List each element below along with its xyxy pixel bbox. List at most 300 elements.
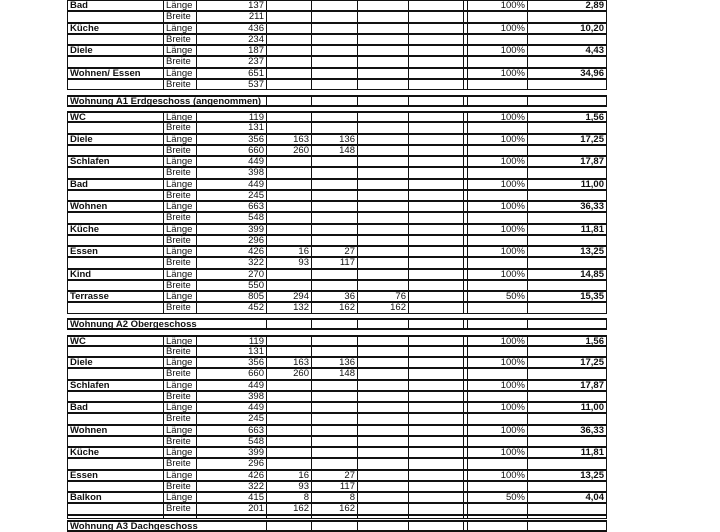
room-name-cell[interactable]: Kind xyxy=(67,269,163,280)
measure-value-cell[interactable]: 399 xyxy=(196,224,266,235)
dimension-label-cell[interactable]: Länge xyxy=(163,134,196,145)
empty-cell[interactable] xyxy=(408,357,463,368)
measure-value-cell[interactable] xyxy=(311,23,357,34)
empty-cell[interactable] xyxy=(67,56,163,67)
measure-value-cell[interactable]: 131 xyxy=(196,122,266,133)
empty-cell[interactable] xyxy=(527,346,607,357)
measure-value-cell[interactable] xyxy=(357,357,408,368)
dimension-label-cell[interactable]: Breite xyxy=(163,458,196,469)
empty-cell[interactable] xyxy=(408,79,463,90)
percentage-cell[interactable]: 100% xyxy=(467,380,527,391)
area-cell[interactable]: 15,35 xyxy=(527,291,607,302)
empty-cell[interactable] xyxy=(527,280,607,291)
measure-value-cell[interactable]: 260 xyxy=(266,368,311,379)
measure-value-cell[interactable]: 452 xyxy=(196,302,266,313)
measure-value-cell[interactable]: 296 xyxy=(196,235,266,246)
measure-value-cell[interactable] xyxy=(357,413,408,424)
empty-cell[interactable] xyxy=(527,318,607,330)
measure-value-cell[interactable] xyxy=(357,156,408,167)
empty-cell[interactable] xyxy=(311,95,357,107)
empty-cell[interactable] xyxy=(408,458,463,469)
measure-value-cell[interactable] xyxy=(266,212,311,223)
empty-cell[interactable] xyxy=(527,145,607,156)
measure-value-cell[interactable] xyxy=(357,201,408,212)
empty-cell[interactable] xyxy=(408,95,463,107)
measure-value-cell[interactable] xyxy=(311,235,357,246)
dimension-label-cell[interactable]: Länge xyxy=(163,68,196,79)
dimension-label-cell[interactable]: Länge xyxy=(163,156,196,167)
empty-cell[interactable] xyxy=(408,318,463,330)
area-cell[interactable]: 2,89 xyxy=(527,0,607,11)
measure-value-cell[interactable] xyxy=(266,269,311,280)
dimension-label-cell[interactable]: Breite xyxy=(163,481,196,492)
empty-cell[interactable] xyxy=(67,346,163,357)
measure-value-cell[interactable]: 119 xyxy=(196,111,266,122)
section-title[interactable]: Wohnung A3 Dachgeschoss xyxy=(67,520,266,532)
empty-cell[interactable] xyxy=(408,246,463,257)
percentage-cell[interactable]: 100% xyxy=(467,224,527,235)
measure-value-cell[interactable] xyxy=(311,212,357,223)
dimension-label-cell[interactable]: Länge xyxy=(163,470,196,481)
dimension-label-cell[interactable]: Breite xyxy=(163,212,196,223)
dimension-label-cell[interactable]: Breite xyxy=(163,235,196,246)
empty-cell[interactable] xyxy=(527,11,607,22)
measure-value-cell[interactable] xyxy=(357,492,408,503)
empty-cell[interactable] xyxy=(527,436,607,447)
empty-cell[interactable] xyxy=(408,368,463,379)
empty-cell[interactable] xyxy=(408,111,463,122)
measure-value-cell[interactable] xyxy=(266,280,311,291)
empty-cell[interactable] xyxy=(357,520,408,532)
empty-cell[interactable] xyxy=(467,190,527,201)
area-cell[interactable]: 17,87 xyxy=(527,156,607,167)
empty-cell[interactable] xyxy=(408,291,463,302)
empty-cell[interactable] xyxy=(467,167,527,178)
area-cell[interactable]: 11,81 xyxy=(527,224,607,235)
area-cell[interactable]: 11,81 xyxy=(527,447,607,458)
measure-value-cell[interactable] xyxy=(357,122,408,133)
measure-value-cell[interactable] xyxy=(357,111,408,122)
measure-value-cell[interactable]: 162 xyxy=(311,302,357,313)
area-cell[interactable]: 17,25 xyxy=(527,357,607,368)
percentage-cell[interactable]: 50% xyxy=(467,492,527,503)
empty-cell[interactable] xyxy=(467,56,527,67)
measure-value-cell[interactable]: 117 xyxy=(311,257,357,268)
dimension-label-cell[interactable]: Länge xyxy=(163,0,196,11)
measure-value-cell[interactable] xyxy=(266,190,311,201)
area-cell[interactable]: 13,25 xyxy=(527,246,607,257)
measure-value-cell[interactable]: 131 xyxy=(196,346,266,357)
dimension-label-cell[interactable]: Länge xyxy=(163,224,196,235)
measure-value-cell[interactable]: 162 xyxy=(266,503,311,514)
measure-value-cell[interactable] xyxy=(266,111,311,122)
measure-value-cell[interactable] xyxy=(311,458,357,469)
empty-cell[interactable] xyxy=(467,212,527,223)
room-name-cell[interactable]: Essen xyxy=(67,246,163,257)
measure-value-cell[interactable] xyxy=(357,167,408,178)
measure-value-cell[interactable] xyxy=(311,167,357,178)
measure-value-cell[interactable]: 449 xyxy=(196,179,266,190)
empty-cell[interactable] xyxy=(67,391,163,402)
dimension-label-cell[interactable]: Länge xyxy=(163,269,196,280)
empty-cell[interactable] xyxy=(408,413,463,424)
measure-value-cell[interactable] xyxy=(357,11,408,22)
area-cell[interactable]: 34,96 xyxy=(527,68,607,79)
measure-value-cell[interactable] xyxy=(266,413,311,424)
room-name-cell[interactable]: Bad xyxy=(67,179,163,190)
empty-cell[interactable] xyxy=(408,0,463,11)
measure-value-cell[interactable] xyxy=(266,34,311,45)
empty-cell[interactable] xyxy=(408,447,463,458)
empty-cell[interactable] xyxy=(408,201,463,212)
percentage-cell[interactable]: 100% xyxy=(467,357,527,368)
area-cell[interactable]: 36,33 xyxy=(527,201,607,212)
empty-cell[interactable] xyxy=(467,79,527,90)
empty-cell[interactable] xyxy=(467,436,527,447)
measure-value-cell[interactable]: 548 xyxy=(196,436,266,447)
dimension-label-cell[interactable]: Länge xyxy=(163,291,196,302)
empty-cell[interactable] xyxy=(67,280,163,291)
room-name-cell[interactable]: Küche xyxy=(67,23,163,34)
measure-value-cell[interactable]: 201 xyxy=(196,503,266,514)
area-cell[interactable]: 17,87 xyxy=(527,380,607,391)
empty-cell[interactable] xyxy=(408,179,463,190)
empty-cell[interactable] xyxy=(467,481,527,492)
measure-value-cell[interactable] xyxy=(357,235,408,246)
area-cell[interactable]: 36,33 xyxy=(527,425,607,436)
room-name-cell[interactable]: Küche xyxy=(67,224,163,235)
measure-value-cell[interactable]: 660 xyxy=(196,145,266,156)
measure-value-cell[interactable] xyxy=(311,269,357,280)
empty-cell[interactable] xyxy=(67,79,163,90)
measure-value-cell[interactable] xyxy=(311,34,357,45)
measure-value-cell[interactable] xyxy=(311,335,357,346)
measure-value-cell[interactable]: 27 xyxy=(311,470,357,481)
measure-value-cell[interactable] xyxy=(266,68,311,79)
percentage-cell[interactable]: 100% xyxy=(467,335,527,346)
area-cell[interactable]: 11,00 xyxy=(527,402,607,413)
empty-cell[interactable] xyxy=(467,235,527,246)
measure-value-cell[interactable] xyxy=(357,56,408,67)
percentage-cell[interactable]: 100% xyxy=(467,246,527,257)
dimension-label-cell[interactable]: Breite xyxy=(163,391,196,402)
empty-cell[interactable] xyxy=(527,212,607,223)
dimension-label-cell[interactable]: Breite xyxy=(163,122,196,133)
empty-cell[interactable] xyxy=(408,346,463,357)
empty-cell[interactable] xyxy=(527,95,607,107)
dimension-label-cell[interactable]: Länge xyxy=(163,335,196,346)
empty-cell[interactable] xyxy=(467,34,527,45)
empty-cell[interactable] xyxy=(527,503,607,514)
area-cell[interactable]: 4,43 xyxy=(527,45,607,56)
measure-value-cell[interactable] xyxy=(266,380,311,391)
measure-value-cell[interactable] xyxy=(357,481,408,492)
empty-cell[interactable] xyxy=(67,145,163,156)
measure-value-cell[interactable] xyxy=(311,68,357,79)
measure-value-cell[interactable]: 148 xyxy=(311,145,357,156)
measure-value-cell[interactable]: 245 xyxy=(196,413,266,424)
measure-value-cell[interactable]: 16 xyxy=(266,470,311,481)
dimension-label-cell[interactable]: Länge xyxy=(163,357,196,368)
empty-cell[interactable] xyxy=(467,346,527,357)
measure-value-cell[interactable] xyxy=(357,224,408,235)
room-name-cell[interactable]: Essen xyxy=(67,470,163,481)
dimension-label-cell[interactable]: Breite xyxy=(163,436,196,447)
empty-cell[interactable] xyxy=(408,235,463,246)
measure-value-cell[interactable] xyxy=(357,425,408,436)
area-cell[interactable]: 10,20 xyxy=(527,23,607,34)
empty-cell[interactable] xyxy=(527,257,607,268)
empty-cell[interactable] xyxy=(408,190,463,201)
measure-value-cell[interactable] xyxy=(266,56,311,67)
room-name-cell[interactable]: Bad xyxy=(67,0,163,11)
measure-value-cell[interactable]: 260 xyxy=(266,145,311,156)
measure-value-cell[interactable]: 296 xyxy=(196,458,266,469)
measure-value-cell[interactable]: 805 xyxy=(196,291,266,302)
measure-value-cell[interactable] xyxy=(266,235,311,246)
dimension-label-cell[interactable]: Breite xyxy=(163,11,196,22)
room-name-cell[interactable]: Schlafen xyxy=(67,380,163,391)
empty-cell[interactable] xyxy=(467,122,527,133)
dimension-label-cell[interactable]: Länge xyxy=(163,179,196,190)
measure-value-cell[interactable]: 136 xyxy=(311,357,357,368)
empty-cell[interactable] xyxy=(527,190,607,201)
percentage-cell[interactable]: 50% xyxy=(467,291,527,302)
measure-value-cell[interactable]: 76 xyxy=(357,291,408,302)
empty-cell[interactable] xyxy=(527,167,607,178)
empty-cell[interactable] xyxy=(67,212,163,223)
empty-cell[interactable] xyxy=(467,257,527,268)
measure-value-cell[interactable]: 449 xyxy=(196,380,266,391)
empty-cell[interactable] xyxy=(467,318,527,330)
measure-value-cell[interactable] xyxy=(311,201,357,212)
empty-cell[interactable] xyxy=(408,425,463,436)
empty-cell[interactable] xyxy=(408,45,463,56)
measure-value-cell[interactable] xyxy=(266,335,311,346)
room-name-cell[interactable]: Bad xyxy=(67,402,163,413)
empty-cell[interactable] xyxy=(527,302,607,313)
measure-value-cell[interactable] xyxy=(357,68,408,79)
percentage-cell[interactable]: 100% xyxy=(467,402,527,413)
measure-value-cell[interactable]: 27 xyxy=(311,246,357,257)
empty-cell[interactable] xyxy=(67,302,163,313)
empty-cell[interactable] xyxy=(67,235,163,246)
measure-value-cell[interactable] xyxy=(357,246,408,257)
percentage-cell[interactable]: 100% xyxy=(467,68,527,79)
percentage-cell[interactable]: 100% xyxy=(467,201,527,212)
measure-value-cell[interactable] xyxy=(357,179,408,190)
measure-value-cell[interactable]: 211 xyxy=(196,11,266,22)
measure-value-cell[interactable]: 245 xyxy=(196,190,266,201)
measure-value-cell[interactable] xyxy=(266,402,311,413)
measure-value-cell[interactable] xyxy=(357,79,408,90)
measure-value-cell[interactable] xyxy=(266,122,311,133)
measure-value-cell[interactable]: 398 xyxy=(196,391,266,402)
measure-value-cell[interactable]: 93 xyxy=(266,481,311,492)
dimension-label-cell[interactable]: Breite xyxy=(163,167,196,178)
measure-value-cell[interactable]: 436 xyxy=(196,23,266,34)
empty-cell[interactable] xyxy=(467,11,527,22)
dimension-label-cell[interactable]: Länge xyxy=(163,45,196,56)
percentage-cell[interactable]: 100% xyxy=(467,23,527,34)
measure-value-cell[interactable]: 119 xyxy=(196,335,266,346)
measure-value-cell[interactable]: 36 xyxy=(311,291,357,302)
percentage-cell[interactable]: 100% xyxy=(467,179,527,190)
dimension-label-cell[interactable]: Breite xyxy=(163,280,196,291)
empty-cell[interactable] xyxy=(408,56,463,67)
room-name-cell[interactable]: Diele xyxy=(67,134,163,145)
measure-value-cell[interactable] xyxy=(311,122,357,133)
measure-value-cell[interactable] xyxy=(311,111,357,122)
empty-cell[interactable] xyxy=(408,156,463,167)
empty-cell[interactable] xyxy=(357,318,408,330)
empty-cell[interactable] xyxy=(311,520,357,532)
measure-value-cell[interactable]: 237 xyxy=(196,56,266,67)
measure-value-cell[interactable]: 117 xyxy=(311,481,357,492)
empty-cell[interactable] xyxy=(467,145,527,156)
measure-value-cell[interactable] xyxy=(311,436,357,447)
section-title[interactable]: Wohnung A2 Obergeschoss xyxy=(67,318,266,330)
measure-value-cell[interactable]: 550 xyxy=(196,280,266,291)
empty-cell[interactable] xyxy=(408,23,463,34)
measure-value-cell[interactable] xyxy=(266,447,311,458)
measure-value-cell[interactable] xyxy=(311,0,357,11)
room-name-cell[interactable]: Wohnen xyxy=(67,425,163,436)
measure-value-cell[interactable]: 294 xyxy=(266,291,311,302)
dimension-label-cell[interactable]: Breite xyxy=(163,346,196,357)
percentage-cell[interactable]: 100% xyxy=(467,156,527,167)
empty-cell[interactable] xyxy=(467,280,527,291)
measure-value-cell[interactable] xyxy=(357,368,408,379)
empty-cell[interactable] xyxy=(527,122,607,133)
empty-cell[interactable] xyxy=(408,167,463,178)
empty-cell[interactable] xyxy=(408,11,463,22)
measure-value-cell[interactable] xyxy=(357,269,408,280)
measure-value-cell[interactable]: 651 xyxy=(196,68,266,79)
measure-value-cell[interactable] xyxy=(311,413,357,424)
section-title[interactable]: Wohnung A1 Erdgeschoss (angenommen) xyxy=(67,95,266,107)
dimension-label-cell[interactable]: Länge xyxy=(163,201,196,212)
measure-value-cell[interactable] xyxy=(266,11,311,22)
measure-value-cell[interactable] xyxy=(266,201,311,212)
empty-cell[interactable] xyxy=(408,302,463,313)
dimension-label-cell[interactable]: Länge xyxy=(163,23,196,34)
measure-value-cell[interactable]: 548 xyxy=(196,212,266,223)
measure-value-cell[interactable] xyxy=(357,280,408,291)
area-cell[interactable]: 1,56 xyxy=(527,111,607,122)
room-name-cell[interactable]: Diele xyxy=(67,357,163,368)
dimension-label-cell[interactable]: Länge xyxy=(163,246,196,257)
empty-cell[interactable] xyxy=(467,391,527,402)
empty-cell[interactable] xyxy=(527,34,607,45)
empty-cell[interactable] xyxy=(408,520,463,532)
measure-value-cell[interactable] xyxy=(311,11,357,22)
measure-value-cell[interactable]: 449 xyxy=(196,156,266,167)
measure-value-cell[interactable] xyxy=(266,458,311,469)
measure-value-cell[interactable] xyxy=(357,190,408,201)
empty-cell[interactable] xyxy=(311,318,357,330)
empty-cell[interactable] xyxy=(527,520,607,532)
empty-cell[interactable] xyxy=(408,68,463,79)
dimension-label-cell[interactable]: Breite xyxy=(163,257,196,268)
measure-value-cell[interactable] xyxy=(357,145,408,156)
measure-value-cell[interactable] xyxy=(311,402,357,413)
measure-value-cell[interactable] xyxy=(311,447,357,458)
area-cell[interactable]: 1,56 xyxy=(527,335,607,346)
measure-value-cell[interactable] xyxy=(357,45,408,56)
measure-value-cell[interactable] xyxy=(357,346,408,357)
empty-cell[interactable] xyxy=(408,212,463,223)
empty-cell[interactable] xyxy=(67,11,163,22)
measure-value-cell[interactable]: 148 xyxy=(311,368,357,379)
dimension-label-cell[interactable]: Länge xyxy=(163,402,196,413)
measure-value-cell[interactable] xyxy=(266,0,311,11)
dimension-label-cell[interactable]: Breite xyxy=(163,190,196,201)
measure-value-cell[interactable]: 426 xyxy=(196,246,266,257)
measure-value-cell[interactable]: 137 xyxy=(196,0,266,11)
empty-cell[interactable] xyxy=(408,503,463,514)
measure-value-cell[interactable] xyxy=(357,380,408,391)
measure-value-cell[interactable] xyxy=(357,447,408,458)
measure-value-cell[interactable] xyxy=(311,190,357,201)
empty-cell[interactable] xyxy=(408,335,463,346)
empty-cell[interactable] xyxy=(408,145,463,156)
empty-cell[interactable] xyxy=(67,458,163,469)
measure-value-cell[interactable] xyxy=(266,179,311,190)
measure-value-cell[interactable]: 8 xyxy=(311,492,357,503)
measure-value-cell[interactable] xyxy=(266,167,311,178)
measure-value-cell[interactable] xyxy=(311,45,357,56)
measure-value-cell[interactable]: 399 xyxy=(196,447,266,458)
measure-value-cell[interactable]: 8 xyxy=(266,492,311,503)
empty-cell[interactable] xyxy=(408,34,463,45)
dimension-label-cell[interactable]: Länge xyxy=(163,425,196,436)
measure-value-cell[interactable]: 426 xyxy=(196,470,266,481)
empty-cell[interactable] xyxy=(67,122,163,133)
room-name-cell[interactable]: Balkon xyxy=(67,492,163,503)
measure-value-cell[interactable] xyxy=(266,224,311,235)
room-name-cell[interactable]: Terrasse xyxy=(67,291,163,302)
measure-value-cell[interactable]: 663 xyxy=(196,201,266,212)
empty-cell[interactable] xyxy=(67,257,163,268)
dimension-label-cell[interactable]: Länge xyxy=(163,380,196,391)
measure-value-cell[interactable] xyxy=(266,425,311,436)
measure-value-cell[interactable] xyxy=(357,335,408,346)
empty-cell[interactable] xyxy=(266,318,311,330)
measure-value-cell[interactable] xyxy=(357,257,408,268)
measure-value-cell[interactable] xyxy=(266,45,311,56)
empty-cell[interactable] xyxy=(67,436,163,447)
area-cell[interactable]: 17,25 xyxy=(527,134,607,145)
empty-cell[interactable] xyxy=(67,190,163,201)
empty-cell[interactable] xyxy=(408,470,463,481)
percentage-cell[interactable]: 100% xyxy=(467,134,527,145)
empty-cell[interactable] xyxy=(408,402,463,413)
empty-cell[interactable] xyxy=(67,503,163,514)
measure-value-cell[interactable] xyxy=(266,391,311,402)
area-cell[interactable]: 11,00 xyxy=(527,179,607,190)
measure-value-cell[interactable] xyxy=(357,458,408,469)
empty-cell[interactable] xyxy=(467,302,527,313)
measure-value-cell[interactable] xyxy=(357,0,408,11)
measure-value-cell[interactable] xyxy=(357,436,408,447)
empty-cell[interactable] xyxy=(266,95,311,107)
area-cell[interactable]: 13,25 xyxy=(527,470,607,481)
area-cell[interactable]: 14,85 xyxy=(527,269,607,280)
measure-value-cell[interactable] xyxy=(266,436,311,447)
measure-value-cell[interactable] xyxy=(311,179,357,190)
measure-value-cell[interactable] xyxy=(357,34,408,45)
